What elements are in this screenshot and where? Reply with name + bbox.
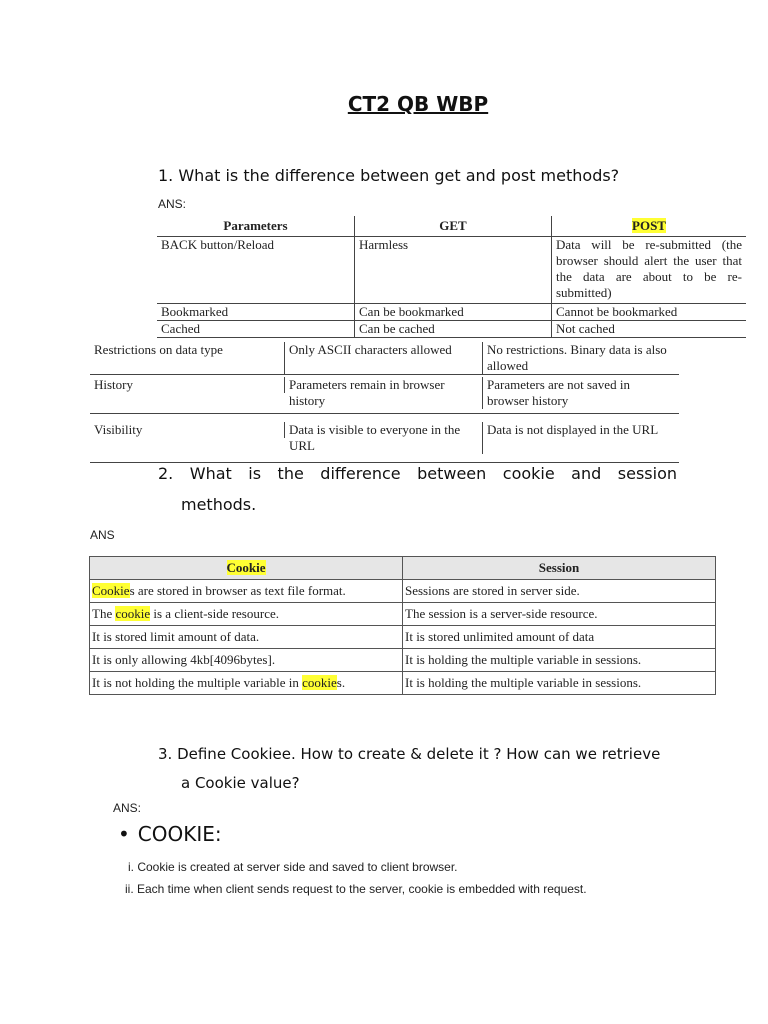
table-cell: Data is visible to everyone in the URL xyxy=(285,422,483,454)
header-post xyxy=(552,216,746,236)
table-cell: Cached xyxy=(157,321,355,337)
list-item: ii. Each time when client sends request to the server, cookie is embedded with request. xyxy=(125,882,587,896)
table-cell: It is stored unlimited amount of data xyxy=(403,626,716,649)
table-header-row xyxy=(157,216,746,237)
table-cell: History xyxy=(90,377,285,393)
list-item: i. Cookie is created at server side and saved to client browser. xyxy=(128,860,458,874)
answer-label-1: ANS: xyxy=(158,197,187,211)
answer-label-2: ANS xyxy=(90,528,115,542)
table-cell: Can be bookmarked xyxy=(355,304,552,320)
highlight-cookie: Cookie xyxy=(92,583,130,598)
answer-label-3: ANS: xyxy=(113,801,142,815)
get-post-table-continued xyxy=(90,342,679,463)
cookie-heading-text: COOKIE: xyxy=(137,822,222,846)
cookie-heading xyxy=(118,822,222,846)
table-cell: Cannot be bookmarked xyxy=(556,304,678,319)
header-get: GET xyxy=(355,216,552,236)
question-2: 2. What is the difference between cookie and session xyxy=(158,464,677,483)
highlight-cookie: cookie xyxy=(302,675,337,690)
table-row xyxy=(90,580,716,603)
cell-text: s. xyxy=(336,675,346,690)
table-row xyxy=(90,649,716,672)
cell-text: The xyxy=(92,606,116,621)
highlight-cookie: cookie xyxy=(115,606,151,621)
table-cell: Not cached xyxy=(556,321,615,336)
header-session: Session xyxy=(403,557,716,580)
header-cookie xyxy=(90,557,403,580)
header-post-text: POST xyxy=(632,218,666,233)
table-cell: Harmless xyxy=(355,237,552,303)
table-cell: No restrictions. Binary data is also allowed xyxy=(487,342,667,373)
table-cell: The session is a server-side resource. xyxy=(403,603,716,626)
table-row xyxy=(90,626,716,649)
table-header-row xyxy=(90,557,716,580)
cell-text: It is not holding the multiple variable in xyxy=(92,675,303,690)
get-post-table xyxy=(157,216,746,338)
table-cell: It is holding the multiple variable in sessions. xyxy=(403,649,716,672)
table-cell: BACK button/Reload xyxy=(157,237,355,303)
table-row xyxy=(157,321,746,338)
question-3-continued: a Cookie value? xyxy=(181,774,300,792)
table-cell xyxy=(90,672,403,695)
table-row xyxy=(90,342,679,375)
table-row xyxy=(157,304,746,321)
table-cell: It is stored limit amount of data. xyxy=(90,626,403,649)
table-cell: Parameters remain in browser history xyxy=(285,377,483,409)
cell-text: s are stored in browser as text file format. xyxy=(129,583,346,598)
table-cell: Visibility xyxy=(90,422,285,438)
header-parameters: Parameters xyxy=(157,216,355,236)
header-cookie-text: Cookie xyxy=(226,560,266,575)
page-title: CT2 QB WBP xyxy=(347,92,489,116)
table-cell: Parameters are not saved in browser history xyxy=(487,377,630,408)
bullet-icon: • xyxy=(118,822,130,846)
table-cell: Data will be re-submitted (the browser should alert the user that the data are about to be re-submitted) xyxy=(556,237,742,300)
table-cell: Only ASCII characters allowed xyxy=(285,342,483,374)
cell-text: is a client-side resource. xyxy=(150,606,279,621)
table-row xyxy=(157,237,746,304)
table-cell: It is only allowing 4kb[4096bytes]. xyxy=(90,649,403,672)
cookie-session-table xyxy=(89,556,716,695)
table-cell xyxy=(90,580,403,603)
table-cell: It is holding the multiple variable in sessions. xyxy=(403,672,716,695)
table-row xyxy=(90,375,679,414)
table-row xyxy=(90,603,716,626)
table-cell: Bookmarked xyxy=(157,304,355,320)
question-1: 1. What is the difference between get and post methods? xyxy=(158,166,620,185)
table-cell: Restrictions on data type xyxy=(90,342,285,374)
table-cell: Sessions are stored in server side. xyxy=(403,580,716,603)
table-row xyxy=(90,414,679,463)
table-cell: Data is not displayed in the URL xyxy=(487,422,659,437)
question-2-continued: methods. xyxy=(181,495,257,514)
table-cell xyxy=(90,603,403,626)
table-row xyxy=(90,672,716,695)
table-cell: Can be cached xyxy=(355,321,552,337)
question-3: 3. Define Cookiee. How to create & delete it ? How can we retrieve xyxy=(158,745,661,763)
